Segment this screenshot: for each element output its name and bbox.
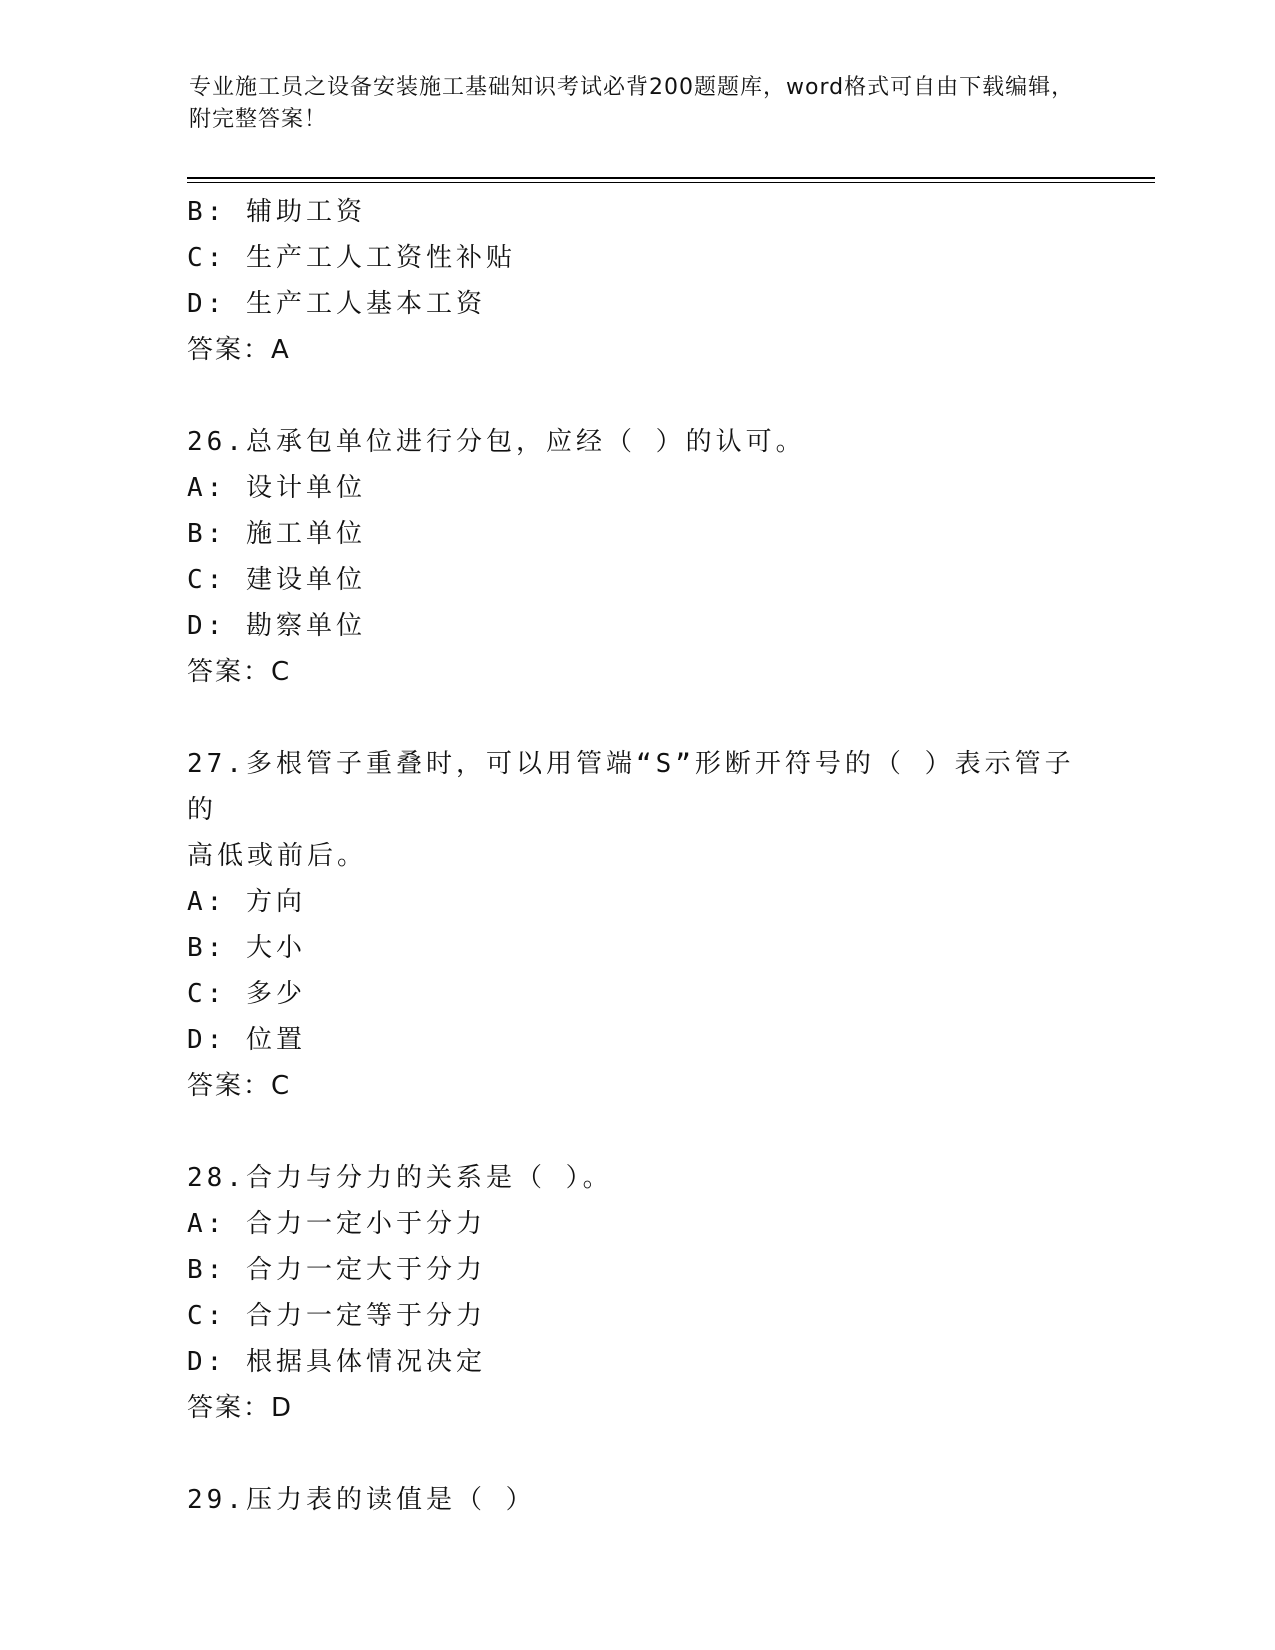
option-a: A: 合力一定小于分力	[187, 1209, 486, 1239]
question-28	[187, 1155, 1087, 1431]
option-d: D: 生产工人基本工资	[187, 289, 486, 319]
option-b: B: 施工单位	[187, 519, 366, 549]
option-c: C: 合力一定等于分力	[187, 1301, 486, 1331]
question-25-continued	[187, 189, 1087, 373]
option-d: D: 根据具体情况决定	[187, 1347, 486, 1377]
option-d: D: 位置	[187, 1025, 306, 1055]
spacer	[187, 373, 1087, 419]
answer: 答案：D	[187, 1393, 294, 1423]
option-b: B: 大小	[187, 933, 306, 963]
answer: 答案：A	[187, 335, 291, 365]
header-rule-thin	[187, 182, 1155, 183]
option-a: A: 方向	[187, 887, 306, 917]
answer: 答案：C	[187, 657, 292, 687]
question-text: 26.总承包单位进行分包，应经（ ）的认可。	[187, 427, 806, 457]
document-header: 专业施工员之设备安装施工基础知识考试必背200题题库，word格式可自由下载编辑，附完整答案！	[189, 75, 1075, 132]
spacer	[187, 1431, 1087, 1477]
option-c: C: 生产工人工资性补贴	[187, 243, 516, 273]
option-d: D: 勘察单位	[187, 611, 366, 641]
spacer	[187, 1109, 1087, 1155]
header-rule-thick	[187, 177, 1155, 179]
option-c: C: 多少	[187, 979, 306, 1009]
option-b: B: 合力一定大于分力	[187, 1255, 486, 1285]
question-list	[187, 189, 1087, 1523]
question-text-line-1: 27.多根管子重叠时，可以用管端“S”形断开符号的（ ）表示管子的	[187, 749, 1075, 825]
question-text: 29.压力表的读值是（ ）	[187, 1485, 536, 1515]
question-text-line-2: 高低或前后。	[187, 841, 368, 871]
question-29	[187, 1477, 1087, 1523]
question-26	[187, 419, 1087, 695]
option-c: C: 建设单位	[187, 565, 366, 595]
question-text: 28.合力与分力的关系是（ ）。	[187, 1163, 613, 1193]
option-a: A: 设计单位	[187, 473, 366, 503]
answer: 答案：C	[187, 1071, 292, 1101]
spacer	[187, 695, 1087, 741]
question-27	[187, 741, 1087, 1109]
option-b: B: 辅助工资	[187, 197, 366, 227]
